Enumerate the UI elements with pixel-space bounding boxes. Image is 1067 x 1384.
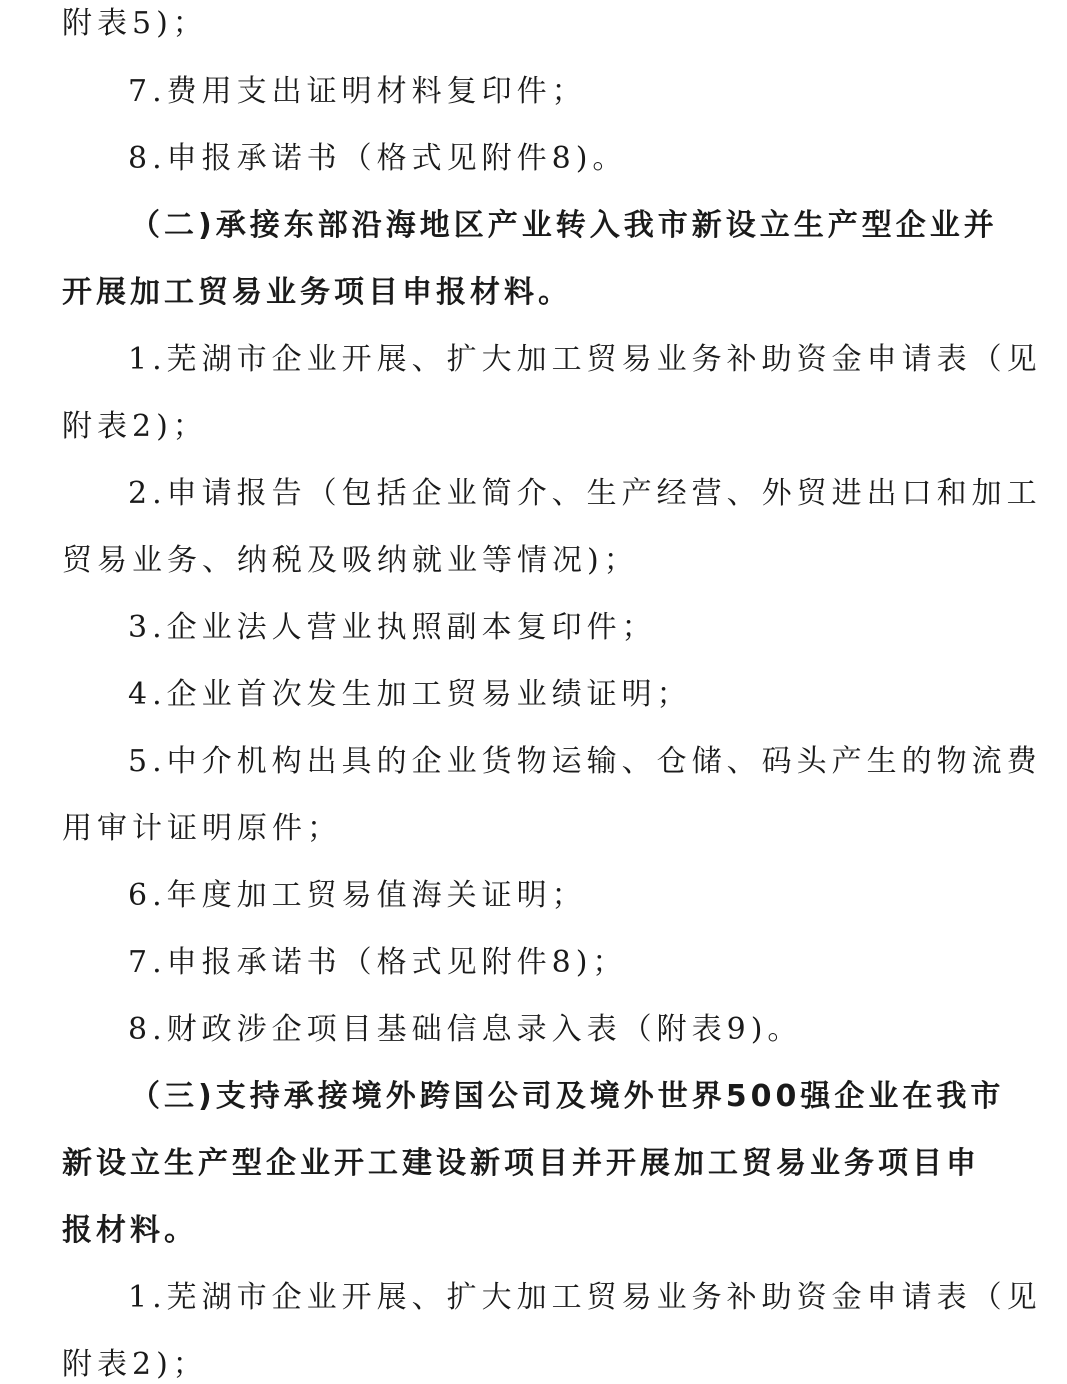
section-heading-3: （三)支持承接境外跨国公司及境外世界500强企业在我市 (130, 1079, 1005, 1114)
list-item-7b: 7.申报承诺书（格式见附件8)； (128, 945, 628, 980)
list-item-1-cont: 附表2)； (62, 409, 208, 444)
list-item-2: 2.申请报告（包括企业简介、生产经营、外贸进出口和加工 (128, 476, 1042, 511)
list-item-5: 5.中介机构出具的企业货物运输、仓储、码头产生的物流费 (128, 744, 1042, 779)
list-item-1b: 1.芜湖市企业开展、扩大加工贸易业务补助资金申请表（见 (128, 1280, 1042, 1315)
list-item-1b-cont: 附表2)； (62, 1347, 208, 1382)
list-item-6: 6.年度加工贸易值海关证明； (128, 878, 587, 913)
list-item-7: 7.费用支出证明材料复印件； (128, 74, 587, 109)
text-line-continuation: 附表5)； (62, 6, 208, 41)
list-item-2-cont: 贸易业务、纳税及吸纳就业等情况)； (62, 543, 639, 578)
section-heading-3-cont: 新设立生产型企业开工建设新项目并开展加工贸易业务项目申 (62, 1146, 980, 1181)
section-heading-2: （二)承接东部沿海地区产业转入我市新设立生产型企业并 (130, 208, 998, 243)
section-heading-2-cont: 开展加工贸易业务项目申报材料。 (62, 275, 572, 310)
list-item-4: 4.企业首次发生加工贸易业绩证明； (128, 677, 692, 712)
list-item-8: 8.申报承诺书（格式见附件8)。 (128, 141, 628, 176)
section-heading-3-cont2: 报材料。 (62, 1213, 198, 1248)
list-item-3: 3.企业法人营业执照副本复印件； (128, 610, 657, 645)
list-item-5-cont: 用审计证明原件； (62, 811, 342, 846)
list-item-8b: 8.财政涉企项目基础信息录入表（附表9)。 (128, 1012, 803, 1047)
list-item-1: 1.芜湖市企业开展、扩大加工贸易业务补助资金申请表（见 (128, 342, 1042, 377)
